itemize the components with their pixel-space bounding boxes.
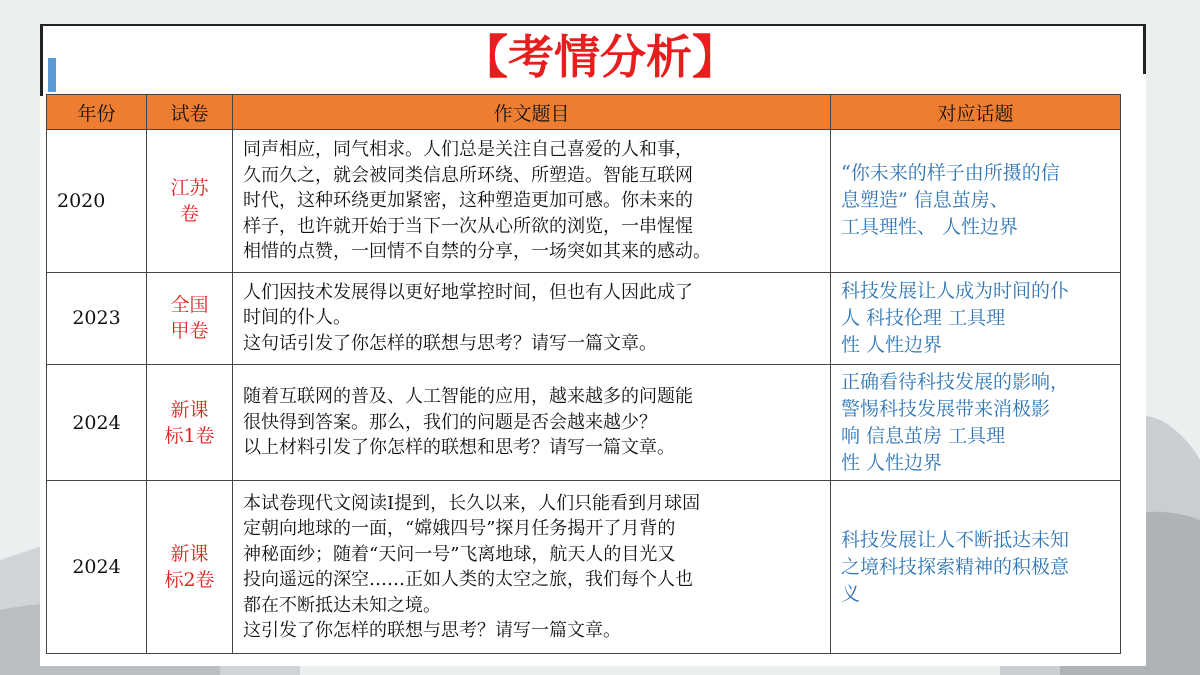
topic-line: 之境科技探索精神的积极意 <box>841 555 1070 578</box>
row-topic <box>831 481 1121 654</box>
topic-line: 响 信息茧房 工具理 <box>841 424 1006 447</box>
row-year: 2023 <box>47 272 147 364</box>
header-topic: 对应话题 <box>831 95 1121 130</box>
topic-line: 人 科技伦理 工具理 <box>841 306 1006 329</box>
paper-line: 甲卷 <box>170 320 209 343</box>
prompt-line: 这句话引发了你怎样的联想与思考？请写一篇文章。 <box>243 332 657 354</box>
prompt-line: 以上材料引发了你怎样的联想和思考？请写一篇文章。 <box>243 437 675 459</box>
prompt-line: 这引发了你怎样的联想与思考？请写一篇文章。 <box>243 620 621 642</box>
prompt-line: 随着互联网的普及、人工智能的应用，越来越多的问题能 <box>243 386 693 408</box>
paper-line: 新课 <box>170 398 209 421</box>
topic-line: 科技发展让人不断抵达未知 <box>841 528 1070 551</box>
topic-line: 警惕科技发展带来消极影 <box>841 397 1051 420</box>
prompt-line: 同声相应，同气相求。人们总是关注自己喜爱的人和事， <box>243 139 693 161</box>
topic-line: 性 人性边界 <box>841 451 943 474</box>
row-year: 2024 <box>47 481 147 654</box>
topic-line: 性 人性边界 <box>841 333 943 356</box>
row-prompt <box>233 364 831 480</box>
topic-line: 义 <box>841 582 861 605</box>
header-paper: 试卷 <box>147 95 233 130</box>
row-prompt <box>233 272 831 364</box>
row-prompt <box>233 130 831 273</box>
prompt-line: 都在不断抵达未知之境。 <box>243 594 441 616</box>
row-paper <box>147 481 233 654</box>
prompt-line: 人们因技术发展得以更好地掌控时间，但也有人因此成了 <box>243 281 693 303</box>
paper-line: 新课 <box>170 543 209 566</box>
prompt-line: 时间的仆人。 <box>243 307 351 329</box>
paper-line: 标1卷 <box>164 424 215 447</box>
row-year: 2024 <box>47 364 147 480</box>
row-year: 2020 <box>47 130 147 273</box>
prompt-line: 本试卷现代文阅读I提到，长久以来，人们只能看到月球固 <box>243 492 701 514</box>
row-paper <box>147 364 233 480</box>
slide-title: 【考情分析】 <box>462 30 738 84</box>
paper-line: 江苏 <box>170 176 209 199</box>
table-header-row <box>47 95 1121 130</box>
topic-line: 科技发展让人成为时间的仆 <box>841 279 1070 302</box>
row-prompt <box>233 481 831 654</box>
table-row <box>47 272 1121 364</box>
row-topic <box>831 364 1121 480</box>
topic-line: 息塑造” 信息茧房、 <box>841 189 1009 212</box>
exam-analysis-table <box>46 94 1121 654</box>
table-row <box>47 481 1121 654</box>
prompt-line: 时代，这种环绕更加紧密，这种塑造更加可感。你未来的 <box>243 190 693 212</box>
paper-line: 卷 <box>179 202 199 225</box>
paper-line: 标2卷 <box>164 569 215 592</box>
row-paper <box>147 272 233 364</box>
prompt-line: 定朝向地球的一面，“嫦娥四号”探月任务揭开了月背的 <box>243 518 676 540</box>
prompt-line: 相惜的点赞，一回情不自禁的分享，一场突如其来的感动。 <box>243 241 711 263</box>
topic-line: “你未来的样子由所摄的信 <box>841 162 1060 185</box>
prompt-line: 很快得到答案。那么，我们的问题是否会越来越少？ <box>243 411 657 433</box>
paper-line: 全国 <box>170 294 209 317</box>
prompt-line: 神秘面纱；随着“天问一号”飞离地球，航天人的目光又 <box>243 543 676 565</box>
topic-line: 工具理性、 人性边界 <box>841 216 1019 239</box>
prompt-line: 久而久之，就会被同类信息所环绕、所塑造。智能互联网 <box>243 164 693 186</box>
row-topic <box>831 272 1121 364</box>
header-prompt: 作文题目 <box>233 95 831 130</box>
prompt-line: 样子，也许就开始于当下一次从心所欲的浏览，一串惺惺 <box>243 215 693 237</box>
table-row <box>47 130 1121 273</box>
row-paper <box>147 130 233 273</box>
topic-line: 正确看待科技发展的影响， <box>841 370 1070 393</box>
header-year: 年份 <box>47 95 147 130</box>
prompt-line: 投向遥远的深空……正如人类的太空之旅，我们每个人也 <box>243 569 693 591</box>
table-row <box>47 364 1121 480</box>
row-topic <box>831 130 1121 273</box>
